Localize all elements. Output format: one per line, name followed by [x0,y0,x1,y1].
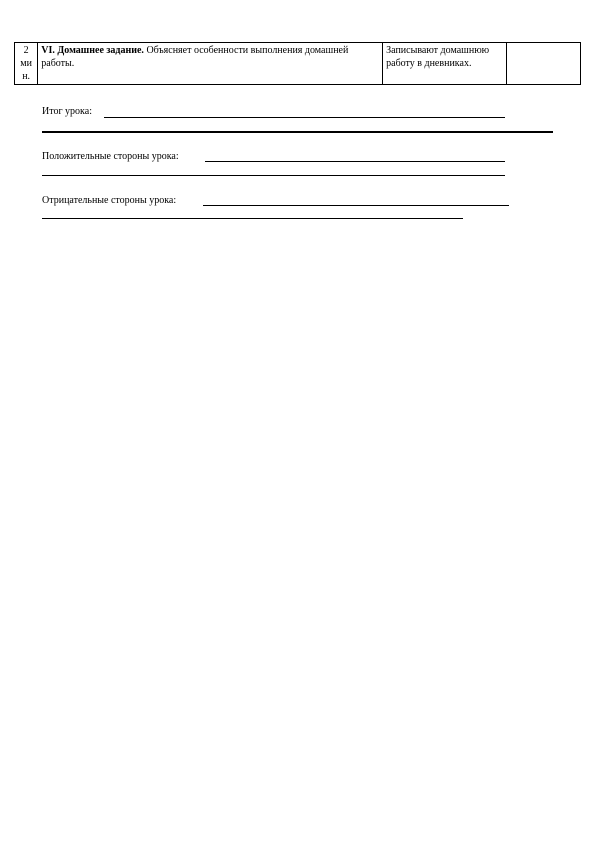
negative-second-line [42,218,463,219]
result-fill-line [104,117,505,118]
stage-title: VI. Домашнее задание. [41,45,144,56]
time-value: 2 [23,45,29,56]
teacher-activity-text: Объясняет особенности выполнения домашней работы. [41,45,349,69]
result-second-line [42,131,553,133]
time-cell [15,43,38,85]
result-label: Итог урока: [42,106,92,117]
teacher-activity-cell [38,43,383,85]
empty-cell [506,43,580,85]
negative-fill-line [203,205,509,206]
negative-label: Отрицательные стороны урока: [42,195,177,206]
time-unit-part1: ми [20,58,32,69]
table-row [15,43,581,85]
student-activity-cell [383,43,507,85]
positive-second-line [42,175,505,176]
positive-label: Положительные стороны урока: [42,151,179,162]
time-unit-part2: н. [22,71,31,82]
student-activity-text: Записывают домашнюю работу в дневниках. [386,45,490,69]
positive-fill-line [205,161,505,162]
lesson-plan-table [14,42,581,85]
